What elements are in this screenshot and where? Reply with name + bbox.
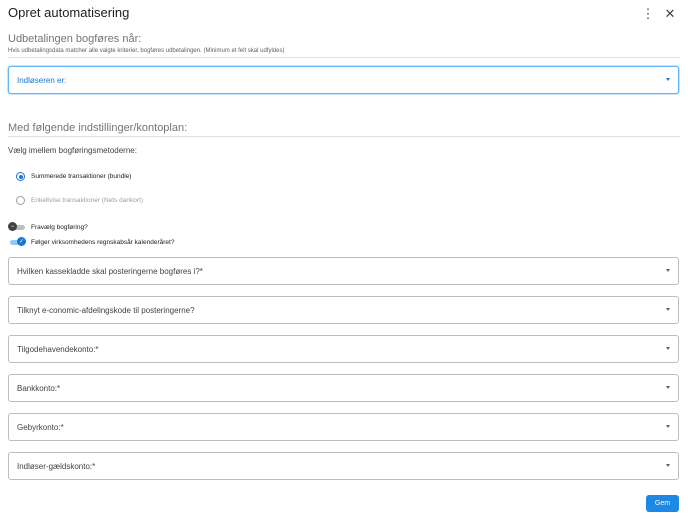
receivables-account-select-label: Tilgodehavendekonto:* — [17, 345, 99, 354]
toggle-fiscal-year-label: Følger virksomhedens regnskabsår kalenderåret? — [31, 238, 175, 246]
chevron-down-icon — [666, 425, 670, 428]
dialog-title: Opret automatisering — [8, 5, 130, 20]
settings-heading — [8, 122, 680, 137]
bank-account-select-label: Bankkonto:* — [17, 384, 61, 393]
toggle-switch-on[interactable] — [8, 238, 26, 246]
toggle-deselect-posting-label: Fravælg bogføring? — [31, 223, 88, 231]
toggle-fiscal-year[interactable] — [8, 238, 174, 246]
chevron-down-icon — [666, 78, 670, 81]
radio-unchecked-icon[interactable] — [16, 196, 25, 205]
criteria-heading — [8, 33, 680, 58]
acquirer-debt-account-select-label: Indløser-gældskonto:* — [17, 462, 96, 471]
bank-account-select[interactable] — [8, 374, 679, 402]
department-code-select[interactable] — [8, 296, 679, 324]
receivables-account-select[interactable] — [8, 335, 679, 363]
radio-checked-icon[interactable] — [16, 172, 25, 181]
fee-account-select-label: Gebyrkonto:* — [17, 423, 64, 432]
close-icon[interactable]: ✕ — [664, 6, 676, 21]
toggle-switch-off[interactable] — [8, 223, 26, 231]
method-prompt: Vælg imellem bogføringsmetoderne: — [8, 146, 137, 155]
acquirer-select[interactable] — [8, 66, 679, 94]
radio-bundle-label: Summerede transaktioner (bundle) — [31, 173, 132, 180]
journal-select-label: Hvilken kassekladde skal posteringerne bogføres i?* — [17, 267, 203, 276]
chevron-down-icon — [666, 269, 670, 272]
chevron-down-icon — [666, 308, 670, 311]
chevron-down-icon — [666, 347, 670, 350]
save-button[interactable]: Gem — [646, 495, 679, 512]
criteria-subtext: Hvis udbetalingsdata matcher alle valgte kriterier, bogføres udbetalingen. (Minimum et felt skal udfyldes) — [8, 48, 285, 54]
header-actions — [640, 6, 678, 22]
radio-bundle[interactable] — [16, 172, 131, 181]
check-icon: ✓ — [18, 238, 25, 245]
dialog-header — [8, 6, 678, 26]
settings-heading-text: Med følgende indstillinger/kontoplan: — [8, 122, 188, 134]
criteria-heading-text: Udbetalingen bogføres når: — [8, 33, 142, 45]
acquirer-debt-account-select[interactable] — [8, 452, 679, 480]
toggle-deselect-posting[interactable] — [8, 223, 88, 231]
department-code-select-label: Tilknyt e-conomic-afdelingskode til posteringerne? — [17, 306, 195, 315]
chevron-down-icon — [666, 386, 670, 389]
acquirer-select-label: Indløseren er: — [17, 76, 67, 85]
journal-select[interactable] — [8, 257, 679, 285]
radio-single[interactable] — [16, 196, 143, 205]
fee-account-select[interactable] — [8, 413, 679, 441]
minus-icon: − — [8, 222, 17, 231]
more-vert-icon[interactable]: ⋮ — [641, 6, 655, 21]
radio-single-label: Enkeltvise transaktioner (Nets dankort) — [31, 197, 143, 204]
chevron-down-icon — [666, 464, 670, 467]
